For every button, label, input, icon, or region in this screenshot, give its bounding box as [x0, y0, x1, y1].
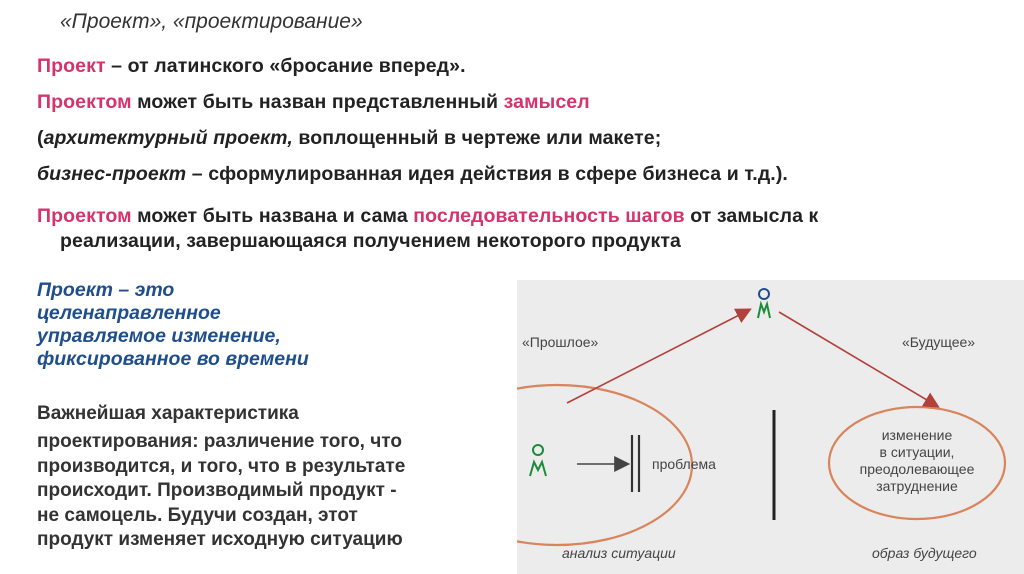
paragraph-line: не самоцель. Будучи создан, этот [37, 504, 358, 526]
person-icon-top [758, 289, 770, 318]
line-text: может быть назван представленный [131, 91, 504, 113]
line-project-idea [37, 91, 590, 114]
paragraph-body [37, 430, 405, 553]
label-future: «Будущее» [902, 334, 976, 350]
term-project: Проект [37, 55, 106, 77]
paragraph-line: производится, и того, что в результате [37, 455, 406, 477]
line-sequence-cont: реализации, завершающаяся получением некоторого продукта [60, 230, 682, 252]
change-line: изменение [881, 427, 953, 443]
change-line: в ситуации, [879, 444, 955, 460]
paragraph-line: происходит. Производимый продукт - [37, 480, 397, 501]
arrow-idea-to-future [779, 312, 937, 406]
line-text: от замысла к [684, 205, 819, 227]
line-sequence [37, 205, 818, 228]
line-text: воплощенный в чертеже или макете; [292, 127, 662, 149]
person-icon-left [530, 445, 546, 476]
definition-line: Проект – это [37, 279, 175, 301]
term-architecture: архитектурный проект, [43, 127, 293, 149]
definition-line: фиксированное во времени [37, 348, 309, 370]
definition-block [37, 279, 309, 371]
project-diagram [517, 280, 1024, 574]
line-business [37, 163, 788, 186]
label-past: «Прошлое» [522, 334, 599, 350]
paren: ( [37, 127, 44, 149]
line-project-origin [37, 55, 466, 78]
change-line: преодолевающее [859, 461, 975, 477]
definition-line: целенаправленное [37, 302, 221, 324]
line-text: – от латинского «бросание вперед». [105, 55, 466, 77]
term-idea: замысел [503, 91, 590, 113]
term-business: бизнес-проект [37, 163, 187, 185]
line-architecture [37, 127, 661, 150]
line-text: – сформулированная идея действия в сфере бизнеса и т.д.). [186, 163, 788, 185]
arrow-past-to-idea [567, 310, 749, 403]
term-project-2: Проектом [37, 91, 132, 113]
paragraph-line: проектирования: различение того, что [37, 431, 402, 452]
paragraph-lead: Важнейшая характеристика [37, 403, 299, 424]
term-project-3: Проектом [37, 205, 132, 227]
label-analysis: анализ ситуации [562, 545, 676, 561]
slide-title: «Проект», «проектирование» [60, 10, 363, 33]
label-problem: проблема [652, 456, 716, 472]
definition-line: управляемое изменение, [37, 325, 281, 347]
line-text: может быть названа и сама [131, 205, 414, 227]
term-sequence: последовательность шагов [413, 205, 685, 227]
change-line: затруднение [876, 478, 958, 494]
label-future-image: образ будущего [872, 545, 977, 561]
paragraph-line: продукт изменяет исходную ситуацию [37, 529, 403, 550]
label-change [847, 427, 987, 495]
